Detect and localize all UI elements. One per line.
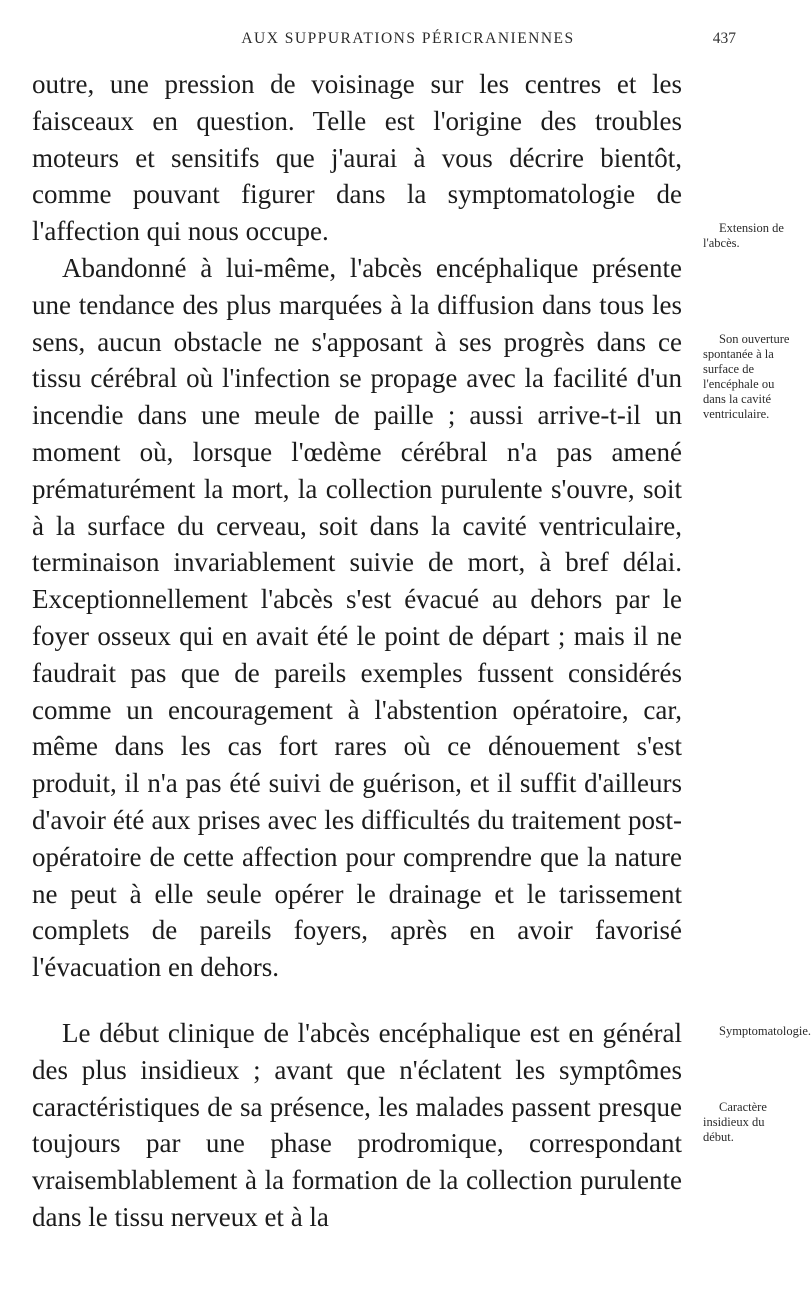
page-number: 437	[712, 30, 736, 47]
running-title: AUX SUPPURATIONS PÉRICRANIENNES	[241, 30, 575, 47]
paragraph-debut-clinique: Le début clinique de l'abcès encéphalique est en général des plus insidieux ; avant que n'éclatent les symptômes caractéristiques de sa présence, les malades passent presque toujours par une phase prodromique, correspondant vraisemblablement à la formation de la collection purulente dans le tissu nerveux et à la	[32, 1018, 682, 1232]
text-block-top	[32, 66, 682, 986]
text-block-bottom	[32, 1015, 682, 1236]
margin-note-symptomatologie: Symptomatologie.	[719, 1024, 811, 1038]
margin-note-extension: Extension de l'abcès.	[703, 221, 784, 250]
margin-note-ouverture: Son ouverture spontanée à la surface de l'encéphale ou dans la cavité ventriculaire.	[703, 332, 790, 421]
paragraph-abces-diffusion: Abandonné à lui-même, l'abcès encéphalique présente une tendance des plus marquées à la diffusion dans tous les sens, aucun obstacle ne s'apposant à ses progrès dans ce tissu cérébral où l'infection se propage avec la facilité d'un incendie dans une meule de paille ; aussi arrive-t-il un moment où, lorsque l'œdème cérébral n'a pas amené prématurément la mort, la collection purulente s'ouvre, soit à la surface du cerveau, soit dans la cavité ventriculaire, terminaison invariablement suivie de mort, à bref délai. Exceptionnellement l'abcès s'est évacué au dehors par le foyer osseux qui en avait été le point de départ ; mais il ne faudrait pas que de pareils exemples fussent considérés comme un encouragement à l'abstention opératoire, car, même dans les cas fort rares où ce dénouement s'est produit, il n'a pas été suivi de guérison, et il suffit d'ailleurs d'avoir été aux prises avec les difficultés du traitement post-opératoire de cette affection pour comprendre que la nature ne peut à elle seule opérer le drainage et le tarissement complets de pareils foyers, après en avoir favorisé l'évacuation en dehors.	[32, 252, 682, 983]
paragraph-continuation: outre, une pression de voisinage sur les centres et les faisceaux en question. Telle est l'origine des troubles moteurs et sensitifs que j'aurai à vous décrire bientôt, comme pouvant figurer dans la symptomatologie de l'affection qui nous occupe.	[32, 69, 682, 247]
margin-note-caractere: Caractère insidieux du début.	[703, 1100, 767, 1144]
running-head	[0, 30, 800, 54]
